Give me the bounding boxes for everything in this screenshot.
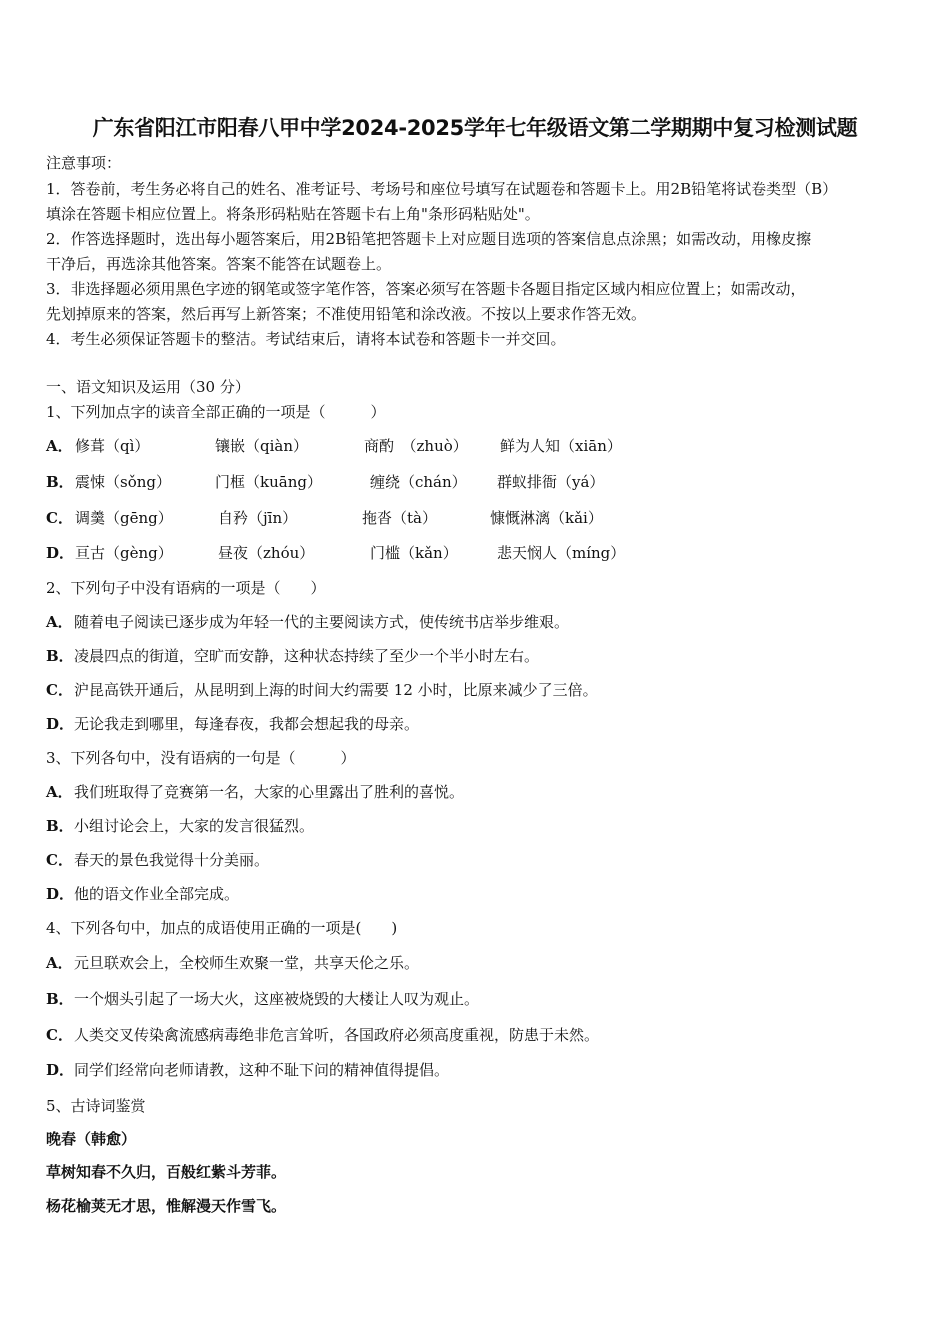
q1-option-a-item: 商酌 （zhuò） bbox=[364, 437, 468, 455]
q2-option bbox=[46, 679, 598, 700]
option-label: A． bbox=[46, 613, 73, 631]
q1-option-c-item: 慷慨淋漓（kǎi） bbox=[490, 509, 603, 527]
option-label: C． bbox=[46, 681, 73, 699]
notice-line: 干净后，再选涂其他答案。答案不能答在试题卷上。 bbox=[46, 255, 392, 273]
notice-line: 填涂在答题卡相应位置上。将条形码粘贴在答题卡右上角"条形码粘贴处"。 bbox=[46, 205, 540, 223]
option-text: 沪昆高铁开通后，从昆明到上海的时间大约需要 12 小时，比原来减少了三倍。 bbox=[74, 681, 598, 699]
option-label: A． bbox=[46, 954, 73, 972]
notice-line: 先划掉原来的答案，然后再写上新答案；不准使用铅笔和涂改液。不按以上要求作答无效。 bbox=[46, 305, 647, 323]
page-title: 广东省阳江市阳春八甲中学2024-2025学年七年级语文第二学期期中复习检测试题 bbox=[92, 116, 858, 140]
q2-option bbox=[46, 645, 539, 666]
notice-line: 1．答卷前，考生务必将自己的姓名、准考证号、考场号和座位号填写在试题卷和答题卡上。用2B铅笔将试卷类型（B） bbox=[46, 180, 838, 198]
question-3-stem: 3、下列各句中，没有语病的一句是（ ） bbox=[46, 749, 356, 767]
q1-option-a-item: 镶嵌（qiàn） bbox=[215, 437, 309, 455]
option-label: D． bbox=[46, 715, 75, 733]
option-label: B． bbox=[46, 990, 74, 1008]
option-label: B． bbox=[46, 817, 74, 835]
q3-option bbox=[46, 849, 269, 870]
option-text: 人类交叉传染禽流感病毒绝非危言耸听，各国政府必须高度重视，防患于未然。 bbox=[74, 1026, 600, 1044]
q1-option-b-item: 门框（kuāng） bbox=[215, 473, 322, 491]
q1-option-c-item: 调羹（gēng） bbox=[75, 509, 173, 527]
option-label: A． bbox=[46, 783, 73, 801]
poem-line: 杨花榆荚无才思，惟解漫天作雪飞。 bbox=[46, 1197, 287, 1215]
q3-option bbox=[46, 883, 239, 904]
q1-option-d-label: D． bbox=[46, 544, 75, 562]
q1-option-b-item: 群蚁排衙（yá） bbox=[497, 473, 605, 491]
q3-option bbox=[46, 815, 314, 836]
q2-option bbox=[46, 713, 419, 734]
option-text: 他的语文作业全部完成。 bbox=[74, 885, 240, 903]
option-text: 同学们经常向老师请教，这种不耻下问的精神值得提倡。 bbox=[74, 1061, 450, 1079]
q1-option-c-item: 拖沓（tà） bbox=[362, 509, 437, 527]
notice-line: 2．作答选择题时，选出每小题答案后，用2B铅笔把答题卡上对应题目选项的答案信息点涂黑；如需改动，用橡皮擦 bbox=[46, 230, 812, 248]
q1-option-b-item: 震悚（sǒng） bbox=[75, 473, 171, 491]
q1-option-d-item: 悲天悯人（míng） bbox=[497, 544, 626, 562]
q1-option-a-label: A． bbox=[46, 437, 73, 455]
option-label: C． bbox=[46, 1026, 73, 1044]
q4-option bbox=[46, 1059, 449, 1080]
option-text: 凌晨四点的街道，空旷而安静，这种状态持续了至少一个半小时左右。 bbox=[74, 647, 540, 665]
option-text: 我们班取得了竞赛第一名，大家的心里露出了胜利的喜悦。 bbox=[74, 783, 465, 801]
option-label: D． bbox=[46, 885, 75, 903]
q3-option bbox=[46, 781, 464, 802]
q1-option-d-item: 门槛（kǎn） bbox=[370, 544, 458, 562]
section-heading: 一、语文知识及运用（30 分） bbox=[46, 378, 250, 396]
option-text: 春天的景色我觉得十分美丽。 bbox=[74, 851, 270, 869]
question-4-stem: 4、下列各句中，加点的成语使用正确的一项是( ) bbox=[46, 919, 398, 937]
option-text: 小组讨论会上，大家的发言很猛烈。 bbox=[74, 817, 315, 835]
question-1-stem: 1、下列加点字的读音全部正确的一项是（ ） bbox=[46, 403, 386, 421]
question-5-stem: 5、古诗词鉴赏 bbox=[46, 1097, 146, 1115]
q1-option-d-item: 亘古（gèng） bbox=[75, 544, 173, 562]
q1-option-c-label: C． bbox=[46, 509, 73, 527]
option-label: D． bbox=[46, 1061, 75, 1079]
q1-option-b-item: 缠绕（chán） bbox=[370, 473, 467, 491]
q4-option bbox=[46, 1024, 599, 1045]
notice-heading: 注意事项： bbox=[46, 154, 122, 172]
poem-title: 晚春（韩愈） bbox=[46, 1130, 137, 1148]
q2-option bbox=[46, 611, 569, 632]
q1-option-d-item: 昼夜（zhóu） bbox=[218, 544, 315, 562]
option-text: 元旦联欢会上，全校师生欢聚一堂，共享天伦之乐。 bbox=[74, 954, 420, 972]
poem-line: 草树知春不久归，百般红紫斗芳菲。 bbox=[46, 1163, 287, 1181]
notice-line: 3．非选择题必须用黑色字迹的钢笔或签字笔作答，答案必须写在答题卡各题目指定区域内相应位置上；如需改动， bbox=[46, 280, 806, 298]
notice-line: 4．考生必须保证答题卡的整洁。考试结束后，请将本试卷和答题卡一并交回。 bbox=[46, 330, 566, 348]
q1-option-a-item: 修葺（qì） bbox=[75, 437, 150, 455]
q4-option bbox=[46, 952, 419, 973]
option-text: 无论我走到哪里，每逢春夜，我都会想起我的母亲。 bbox=[74, 715, 420, 733]
option-label: C． bbox=[46, 851, 73, 869]
q1-option-a-item: 鲜为人知（xiān） bbox=[500, 437, 622, 455]
q1-option-c-item: 自矜（jīn） bbox=[218, 509, 298, 527]
q1-option-b-label: B． bbox=[46, 473, 74, 491]
option-label: B． bbox=[46, 647, 74, 665]
option-text: 随着电子阅读已逐步成为年轻一代的主要阅读方式，使传统书店举步维艰。 bbox=[74, 613, 570, 631]
q4-option bbox=[46, 988, 479, 1009]
option-text: 一个烟头引起了一场大火，这座被烧毁的大楼让人叹为观止。 bbox=[74, 990, 480, 1008]
question-2-stem: 2、下列句子中没有语病的一项是（ ） bbox=[46, 579, 326, 597]
